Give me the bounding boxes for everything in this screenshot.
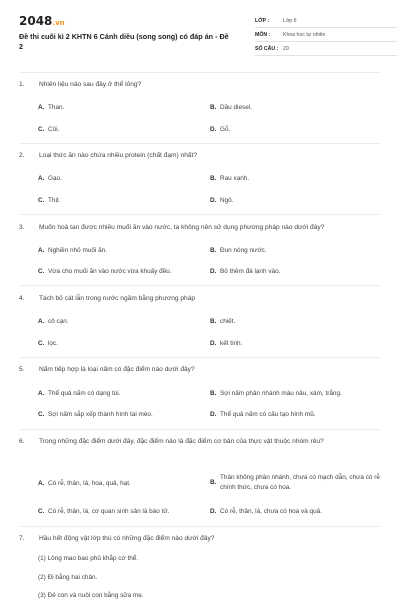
document-title: Đề thi cuối kì 2 KHTN 6 Cánh diều (song song) có đáp án - Đề 2 [19,32,229,51]
option-text: Gạo. [48,175,62,182]
question-text: Hầu hết động vật lớp thú có những đặc điểm nào dưới đây? [39,535,215,542]
statement-line: (2) Đi bằng hai chân. [38,574,98,581]
question-number: 5. [19,366,25,373]
question-number: 1. [19,81,25,88]
option-letter: B. [210,104,217,111]
divider [19,214,381,215]
header [19,12,381,64]
option-text: Có rễ, thân, lá, hoa, quả, hạt. [48,480,131,487]
option-text: Thể quả nấm có dạng túi. [48,390,121,397]
option-text: Sợi nấm phân nhánh màu nâu, xám, trắng. [220,390,342,397]
option-letter: A. [38,175,45,182]
option-text: lọc. [48,340,58,347]
option-text: Nghiền nhỏ muối ăn. [48,247,107,254]
option-c[interactable] [38,339,58,349]
statement-line: (3) Đẻ con và nuôi con bằng sữa mẹ. [38,592,144,599]
meta-value: Khoa học tự nhiên [283,31,326,38]
option-letter: A. [38,318,45,325]
option-letter: C. [38,411,45,418]
option-text: chiết. [220,318,236,325]
option-text: Có rễ, thân, lá, cơ quan sinh sản là bào tử. [48,508,170,515]
option-letter: A. [38,480,45,487]
question-text: Muốn hoà tan được nhiều muối ăn vào nước, ta không nên sử dụng phương pháp nào dưới đây? [39,224,325,231]
option-letter: B. [210,175,217,182]
meta-value: 20 [283,45,289,52]
option-letter: D. [210,126,217,133]
question-text: Loại thức ăn nào chứa nhiều protein (chất đạm) nhất? [39,152,198,159]
option-a[interactable] [38,317,69,327]
option-text: Thể quả nấm có cấu tạo hình mũ. [220,411,316,418]
meta-key: MÔN : [255,31,271,38]
option-b[interactable] [210,103,252,113]
option-text: Thân không phân nhánh, chưa có mạch dẫn, chưa có rễ chính thức, chưa có hoa. [220,474,380,491]
option-b[interactable] [210,389,342,399]
option-d[interactable] [210,410,316,420]
option-a[interactable] [38,174,62,184]
option-text: Có rễ, thân, lá, chưa có hoa và quả. [220,508,322,515]
question-2 [19,150,381,161]
option-letter: B. [210,479,217,486]
question-3 [19,222,381,233]
question-number: 2. [19,152,25,159]
option-letter: A. [38,104,45,111]
option-letter: D. [210,197,217,204]
question-text: Tách bỏ cát lẫn trong nước ngầm bằng phương pháp [39,295,196,302]
option-letter: D. [210,411,217,418]
option-text: cô cạn. [48,318,69,325]
question-text: Trong những đặc điểm dưới đây, đặc điểm nào là đặc điểm cơ bản của thực vật thuộc nhóm rêu? [39,438,324,445]
option-text: Than. [48,104,65,111]
question-4 [19,293,381,304]
option-letter: C. [38,268,45,275]
divider [19,429,381,430]
option-text: Gỗ. [220,126,231,133]
option-b[interactable] [210,246,267,256]
question-6 [19,436,381,447]
option-text: Ngô. [220,197,234,204]
meta-key: LỚP : [255,17,270,24]
option-b[interactable] [210,473,380,493]
option-letter: D. [210,508,217,515]
question-number: 4. [19,295,25,302]
option-letter: A. [38,247,45,254]
question-number: 6. [19,438,25,445]
option-b[interactable] [210,174,249,184]
question-number: 7. [19,535,25,542]
divider [19,526,381,527]
option-c[interactable] [38,507,169,517]
meta-row-subject [255,28,397,42]
divider [19,72,381,73]
option-letter: C. [38,508,45,515]
option-c[interactable] [38,125,59,135]
option-c[interactable] [38,196,60,206]
meta-row-class [255,14,397,28]
option-a[interactable] [38,389,120,399]
option-d[interactable] [210,507,322,517]
divider [19,143,381,144]
option-text: Vừa cho muối ăn vào nước vừa khuấy đều. [48,268,172,275]
option-text: Bỏ thêm đá lạnh vào. [220,268,281,275]
option-d[interactable] [210,125,230,135]
question-7 [19,533,381,544]
option-letter: B. [210,390,217,397]
option-letter: C. [38,197,45,204]
option-text: Sợi nấm sắp xếp thành hình tai mèo. [48,411,153,418]
question-text: Nấm tiếp hợp là loại nấm có đặc điểm nào dưới đây? [39,366,195,373]
option-d[interactable] [210,267,280,277]
option-text: Củi. [48,126,60,133]
option-d[interactable] [210,339,242,349]
option-text: kết tinh. [220,340,243,347]
option-letter: A. [38,390,45,397]
meta-table [255,14,397,56]
option-letter: D. [210,340,217,347]
option-c[interactable] [38,410,153,420]
option-letter: B. [210,318,217,325]
option-a[interactable] [38,103,64,113]
option-letter: B. [210,247,217,254]
option-b[interactable] [210,317,235,327]
question-5 [19,364,381,375]
option-text: Rau xanh. [220,175,250,182]
option-c[interactable] [38,267,172,277]
option-a[interactable] [38,246,107,256]
option-text: Dầu diesel. [220,104,252,111]
meta-row-count [255,42,397,56]
option-letter: D. [210,268,217,275]
option-d[interactable] [210,196,234,206]
option-text: Thịt. [48,197,61,204]
option-a[interactable] [38,479,131,489]
site-logo[interactable] [19,14,65,28]
question-text: Nhiên liệu nào sau đây ở thể lỏng? [39,81,142,88]
question-1 [19,79,381,90]
option-text: Đun nóng nước. [220,247,267,254]
divider [19,285,381,286]
statement-line: (1) Lông mao bao phủ khắp cơ thể. [38,555,139,562]
meta-value: Lớp 6 [283,17,297,24]
option-letter: C. [38,340,45,347]
divider [19,357,381,358]
option-letter: C. [38,126,45,133]
logo-suffix: .vn [52,19,65,27]
logo-text: 2048 [19,14,53,28]
question-number: 3. [19,224,25,231]
meta-key: SỐ CÂU : [255,45,279,52]
